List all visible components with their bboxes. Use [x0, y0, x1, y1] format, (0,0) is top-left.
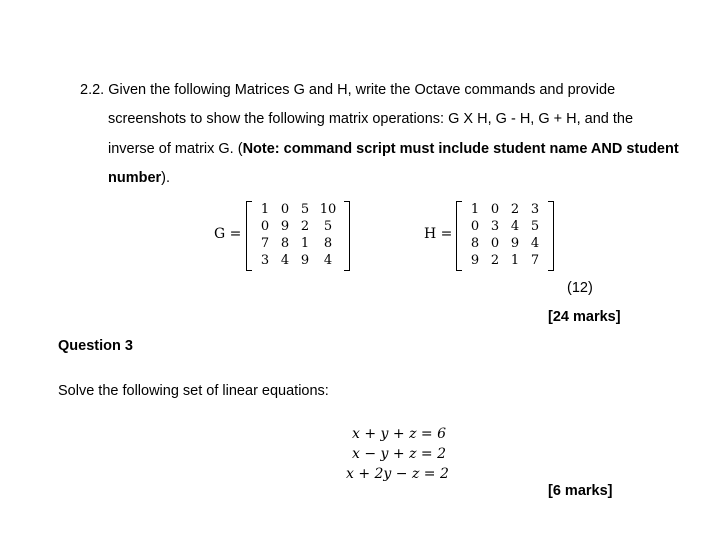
- matrix-g-cell: 9: [280, 219, 290, 234]
- equation-1: x + y + z = 6: [352, 426, 446, 442]
- matrix-g-left-bracket: [246, 201, 252, 271]
- q3-marks: [6 marks]: [548, 483, 613, 499]
- q22-marks-total: [24 marks]: [548, 309, 621, 325]
- matrix-g: [246, 201, 350, 271]
- matrix-h-right-bracket: [548, 201, 554, 271]
- q22-line-4: [108, 170, 170, 186]
- matrix-h-label: H =: [424, 226, 453, 242]
- matrix-g-right-bracket: [344, 201, 350, 271]
- matrix-h-cell: 2: [490, 253, 500, 268]
- q22-line-3: [108, 141, 679, 157]
- matrix-g-cell: 8: [323, 236, 333, 251]
- matrix-g-cell: 3: [260, 253, 270, 268]
- matrix-h-cell: 4: [530, 236, 540, 251]
- matrix-g-cell: 10: [319, 202, 337, 217]
- matrix-g-cell: 0: [280, 202, 290, 217]
- matrix-g-label: G =: [214, 226, 242, 242]
- q22-line-3-text: inverse of matrix G. (: [108, 141, 243, 157]
- matrix-h-cell: 4: [510, 219, 520, 234]
- matrix-g-cell: 4: [280, 253, 290, 268]
- matrix-g-cell: 0: [260, 219, 270, 234]
- matrix-h-cell: 3: [490, 219, 500, 234]
- matrix-h-cell: 9: [470, 253, 480, 268]
- matrix-h-cell: 0: [490, 202, 500, 217]
- matrix-h-cell: 5: [530, 219, 540, 234]
- matrix-h-cell: 8: [470, 236, 480, 251]
- matrix-g-cell: 1: [300, 236, 310, 251]
- matrix-h-left-bracket: [456, 201, 462, 271]
- matrix-g-cell: 7: [260, 236, 270, 251]
- matrix-g-cell: 5: [323, 219, 333, 234]
- matrix-g-cell: 5: [300, 202, 310, 217]
- matrix-g-cell: 2: [300, 219, 310, 234]
- q22-marks-part: (12): [567, 280, 593, 296]
- matrix-g-cell: 4: [323, 253, 333, 268]
- q3-heading: Question 3: [58, 338, 133, 354]
- matrix-h-cell: 1: [470, 202, 480, 217]
- matrix-g-cell: 1: [260, 202, 270, 217]
- q22-line-2: screenshots to show the following matrix operations: G X H, G - H, G + H, and the: [108, 111, 634, 127]
- matrix-h-cell: 0: [490, 236, 500, 251]
- q22-number-bold: number: [108, 170, 162, 186]
- equation-3: x + 2y − z = 2: [346, 466, 449, 482]
- equation-2: x − y + z = 2: [352, 446, 446, 462]
- matrix-h-cell: 3: [530, 202, 540, 217]
- q22-line-1: 2.2. Given the following Matrices G and H, write the Octave commands and provide: [80, 82, 616, 98]
- q22-line-4-end: ).: [161, 170, 171, 186]
- q3-instruction: Solve the following set of linear equations:: [58, 383, 329, 399]
- matrix-h-cell: 0: [470, 219, 480, 234]
- matrix-h-grid: [465, 201, 545, 269]
- matrix-g-grid: [255, 201, 341, 269]
- matrix-g-cell: 8: [280, 236, 290, 251]
- matrix-h-cell: 7: [530, 253, 540, 268]
- q3-equations: [346, 424, 449, 484]
- matrix-h: [456, 201, 554, 271]
- matrix-h-cell: 2: [510, 202, 520, 217]
- q22-note-bold: Note: command script must include student name AND student: [242, 141, 679, 157]
- matrix-g-cell: 9: [300, 253, 310, 268]
- matrix-h-cell: 9: [510, 236, 520, 251]
- matrix-h-cell: 1: [510, 253, 520, 268]
